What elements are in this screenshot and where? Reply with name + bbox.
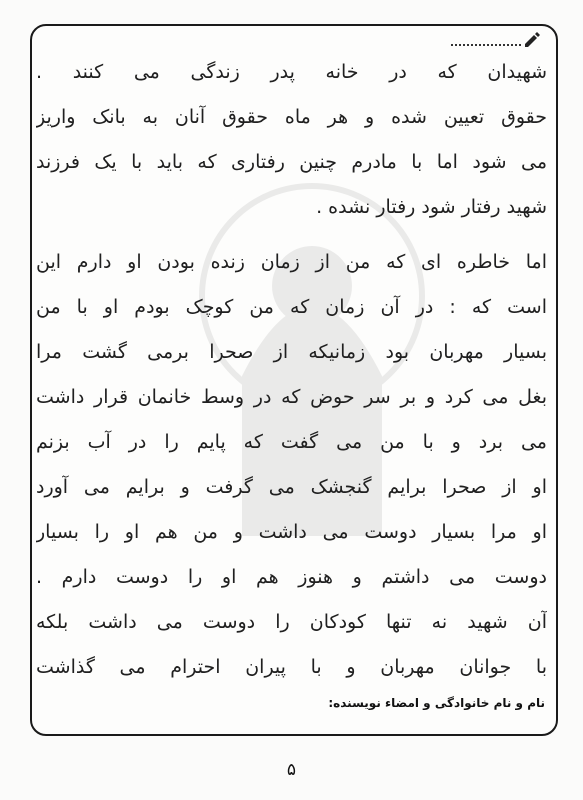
text-line-11: او مرا بسیار دوست می داشت و من هم او را بسیار <box>36 521 547 543</box>
text-line-5: اما خاطره ای که من از زمان زنده بودن او دارم این <box>36 251 547 273</box>
text-line-1: شهیدان که در خانه پدر زندگی می کنند . <box>36 61 547 83</box>
text-line-2: حقوق تعیین شده و هر ماه حقوق آنان به بانک واریز <box>36 106 547 128</box>
text-line-12: دوست می داشتم و هنوز هم او را دوست دارم . <box>36 566 547 588</box>
signature-label: نام و نام خانوادگی و امضاء نویسنده: <box>328 696 545 710</box>
page-number: ۵ <box>286 760 297 780</box>
text-line-8: بغل می کرد و بر سر حوض که در وسط خانمان قرار داشت <box>36 386 547 408</box>
text-line-13: آن شهید نه تنها کودکان را دوست می داشت بلکه <box>36 611 547 633</box>
text-line-10: او از صحرا برایم گنجشک می گرفت و برایم می آورد <box>36 476 547 498</box>
handwritten-text-body <box>36 50 547 690</box>
pen-icon <box>523 30 541 48</box>
text-line-9: می برد و با من می گفت که پایم را در آب بزنم <box>36 431 547 453</box>
header-dotted-line <box>451 36 521 46</box>
text-line-6: است که : در آن زمان که من کوچک بودم او با من <box>36 296 547 318</box>
text-line-3: می شود اما با مادرم چنین رفتاری که باید با یک فرزند <box>36 151 547 173</box>
text-line-7: بسیار مهربان بود زمانیکه از صحرا برمی گشت مرا <box>36 341 547 363</box>
text-line-4: شهید رفتار شود رفتار نشده . <box>316 196 547 218</box>
text-line-14: با جوانان مهربان و با پیران احترام می گذاشت <box>36 656 547 678</box>
